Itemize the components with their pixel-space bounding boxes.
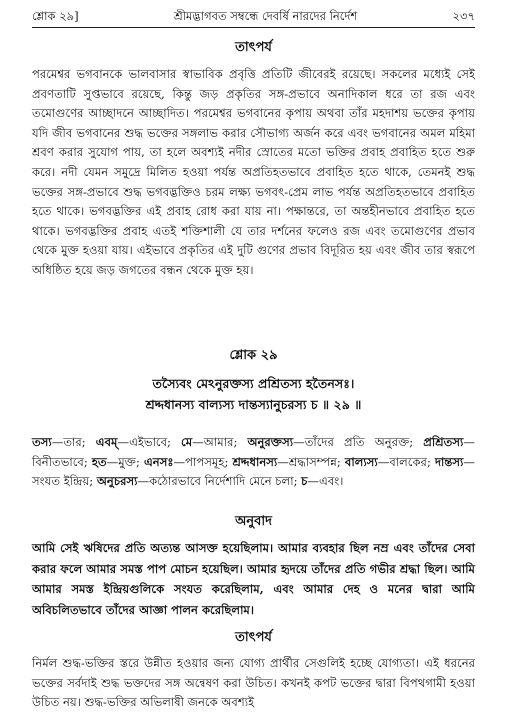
verse-heading: শ্লোক ২৯	[229, 348, 278, 363]
translation-section	[32, 512, 475, 620]
synonym-meaning: সংযত ইন্দ্রিয়	[32, 474, 90, 489]
synonym-term: শ্রদ্দধানস্য	[232, 454, 278, 469]
verse-line-1: তস্যৈবং মেঽনুরক্তস্য প্রশ্রিতস্য হতৈনসঃ।	[152, 376, 355, 391]
synonym-meaning: মুক্ত	[118, 454, 136, 469]
translation-text: আমি সেই ঋষিদের প্রতি অত্যন্ত আসক্ত হয়েছিলাম। আমার ব্যবহার ছিল নম্র এবং তাঁদের সেবা করার ফলে আমার সমস্ত পাপ মোচন হয়েছিল। আমার হৃদয়ে তাঁদের প্রতি গভীর শ্রদ্ধা ছিল। আমি আমার সমস্ত ইন্দ্রিয়গুলিকে সংযত করেছিলাম, এবং আমার দেহ ও মনের দ্বারা আমি অবিচলিতভাবে তাঁদের আজ্ঞা পালন করেছিলাম।	[32, 541, 475, 617]
synonym-term: এনসঃ	[143, 454, 174, 469]
synonym-meaning: বালকের	[389, 454, 427, 469]
synonym-meaning: এবং	[319, 474, 340, 489]
synonym-term: মে	[181, 435, 193, 449]
synonym-term: চ	[301, 474, 308, 489]
synonym-term: এবম্	[95, 435, 118, 449]
header-page-number: ২৩৭	[452, 9, 475, 23]
purport-2-text: নির্মল শুদ্ধ-ভক্তির স্তরে উন্নীত হওয়ার জন্য যোগ্য প্রার্থীর সেগুলিই হচ্ছে যোগ্যতা। এই ধরনের ভক্তের সর্বদাই শুদ্ধ ভক্তদের সঙ্গ অন্বেষণ করা উচিত। কখনই কপট ভক্তের দ্বারা বিপথগামী হওয়া উচিত নয়। শুদ্ধ-ভক্তির অভিলাষী জনকে অবশ্যই	[32, 656, 475, 710]
header-chapter-title: শ্রীমদ্ভাগবত সম্বন্ধে দেবর্ষি নারদের নির্দেশ	[173, 9, 358, 23]
purport-2-section	[32, 628, 475, 713]
purport-1-heading: তাৎপর্য	[235, 40, 272, 55]
header-verse-ref: শ্লোক ২৯]	[32, 9, 79, 23]
running-header	[32, 8, 475, 27]
synonyms-section	[32, 433, 475, 492]
synonym-term: অনুচরস্য	[96, 474, 138, 489]
synonym-term: বাল্যস্য	[344, 454, 378, 469]
verse-line-2: শ্রদ্দধানস্য বাল্যস্য দান্তস্যানুচরস্য চ ॥ ২৯ ॥	[145, 397, 362, 412]
purport-1-section	[32, 38, 475, 281]
synonym-term: তস্য	[32, 435, 52, 449]
purport-1-text: পরমেশ্বর ভগবানকে ভালবাসার স্বাভাবিক প্রবৃত্তি প্রতিটি জীবেরই রয়েছে। সকলের মধ্যেই সেই প্রবণতাটি সুপ্তভাবে রয়েছে, কিন্তু জড় প্রকৃতির সঙ্গ-প্রভাবে অনাদিকাল ধরে তা রজ এবং তমোগুণের আচ্ছাদনে আচ্ছাদিত। পরমেশ্বর ভগবানের কৃপায় অথবা তাঁর মহদাশয় ভক্তের কৃপায় যদি জীব ভগবানের শুদ্ধ ভক্তের সঙ্গলাভ করার সৌভাগ্য অর্জন করে এবং ভগবানের অমল মহিমা শ্রবণ করার সুযোগ পায়, তা হলে অবশ্যই নদীর স্রোতের মতো ভক্তির প্রবাহ প্রবাহিত হতে শুরু করে। নদী যেমন সমুদ্রে মিলিত হওয়া পর্যন্ত অপ্রতিহতভাবে প্রবাহিত হতে থাকে, তেমনই শুদ্ধ ভক্তের সঙ্গ-প্রভাবে শুদ্ধ ভগবদ্ভক্তিও চরম লক্ষ্য ভগবৎ-প্রেম লাভ পর্যন্ত অপ্রতিহতভাবে প্রবাহিত হতে থাকে। ভগবদ্ভক্তির এই প্রবাহ রোধ করা যায় না। পক্ষান্তরে, তা অন্তহীনভাবে প্রবাহিত হতে থাকে। ভগবদ্ভক্তির প্রবাহ এতই শক্তিশালী যে তার দর্শনের ফলেও রজ এবং তমোগুণের প্রভাব থেকে মুক্ত হওয়া যায়। এইভাবে প্রকৃতির এই দুটি গুণের প্রভাব বিদূরিত হয় এবং জীব তার স্বরূপে অধিষ্ঠিত হয়ে জড় জগতের বন্ধন থেকে মুক্ত হয়।	[32, 67, 475, 277]
synonym-meaning: তাঁদের প্রতি অনুরক্ত	[304, 435, 410, 449]
synonym-meaning: শ্রদ্ধাসম্পন্ন	[288, 454, 337, 469]
synonym-meaning: পাপসমূহ	[185, 454, 225, 469]
purport-2-heading: তাৎপর্য	[235, 630, 272, 645]
synonym-meaning: কঠোরভাবে নির্দেশাদি মেনে চলা	[149, 474, 294, 489]
header-rule	[32, 27, 475, 28]
translation-heading: অনুবাদ	[235, 514, 272, 529]
synonym-meaning: এইভাবে	[129, 435, 168, 449]
verse-section	[32, 346, 475, 415]
synonym-meaning: তার	[63, 435, 82, 449]
synonym-term: অনুরক্তস্য	[247, 435, 294, 449]
synonym-meaning: আমার	[203, 435, 234, 449]
synonyms-text: তস্য—তার; এবম্—এইভাবে; মে—আমার; অনুরক্তস্য—তাঁদের প্রতি অনুরক্ত; প্রশ্রিতস্য—বিনীতভাবে; হত—মুক্ত; এনসঃ—পাপসমূহ; শ্রদ্দধানস্য—শ্রদ্ধাসম্পন্ন; বাল্যস্য—বালকের; দান্তস্য—সংযত ইন্দ্রিয়; অনুচরস্য—কঠোরভাবে নির্দেশাদি মেনে চলা; চ—এবং।	[32, 435, 476, 489]
synonym-term: প্রশ্রিতস্য	[423, 435, 464, 449]
synonym-term: দান্তস্য	[434, 454, 464, 469]
synonym-meaning: বিনীতভাবে	[32, 454, 84, 469]
synonym-term: হত	[91, 454, 107, 469]
